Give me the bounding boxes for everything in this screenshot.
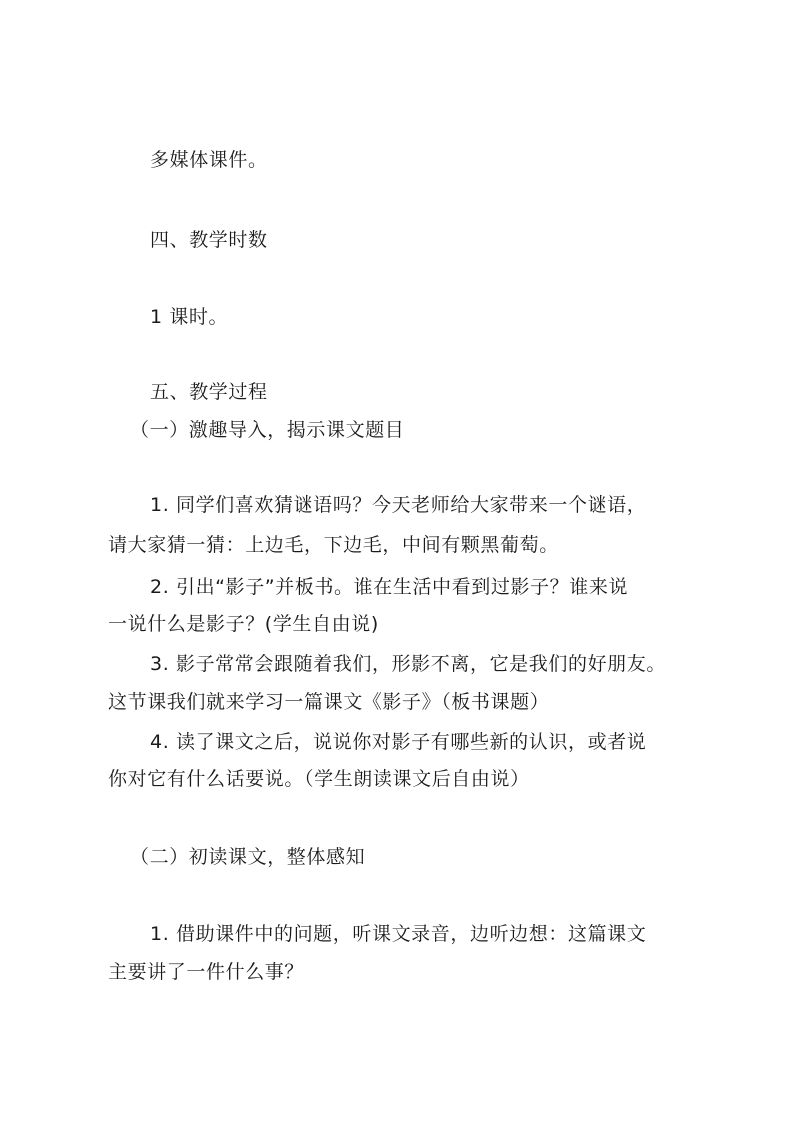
paragraph-1-line-1: 1. 同学们喜欢猜谜语吗？今天老师给大家带来一个谜语， (150, 494, 647, 516)
paragraph-1-line-2: 请大家猜一猜：上边毛，下边毛，中间有颗黑葡萄。 (108, 534, 559, 556)
paragraph-5-line-2: 主要讲了一件什么事？ (108, 961, 305, 983)
paragraph-3-line-1: 3. 影子常常会跟随着我们，形影不离，它是我们的好朋友。 (150, 653, 666, 675)
materials-text: 多媒体课件。 (150, 149, 268, 171)
section-heading-teaching-process: 五、教学过程 (150, 381, 268, 403)
teaching-hours-text: 1 课时。 (150, 306, 229, 328)
paragraph-3-line-2: 这节课我们就来学习一篇课文《影子》（板书课题） (108, 691, 550, 713)
paragraph-2-line-2: 一说什么是影子？(学生自由说) (108, 613, 379, 635)
paragraph-4-line-1: 4. 读了课文之后，说说你对影子有哪些新的认识，或者说 (150, 731, 647, 753)
subsection-heading-first-reading: （二）初读课文，整体感知 (130, 846, 366, 868)
paragraph-5-line-1: 1. 借助课件中的问题，听课文录音，边听边想：这篇课文 (150, 923, 647, 945)
section-heading-teaching-hours: 四、教学时数 (150, 229, 268, 251)
subsection-heading-intro: （一）激趣导入，揭示课文题目 (130, 419, 405, 441)
paragraph-2-line-1: 2. 引出“影子”并板书。谁在生活中看到过影子？谁来说 (150, 576, 629, 598)
paragraph-4-line-2: 你对它有什么话要说。（学生朗读课文后自由说） (108, 768, 530, 790)
